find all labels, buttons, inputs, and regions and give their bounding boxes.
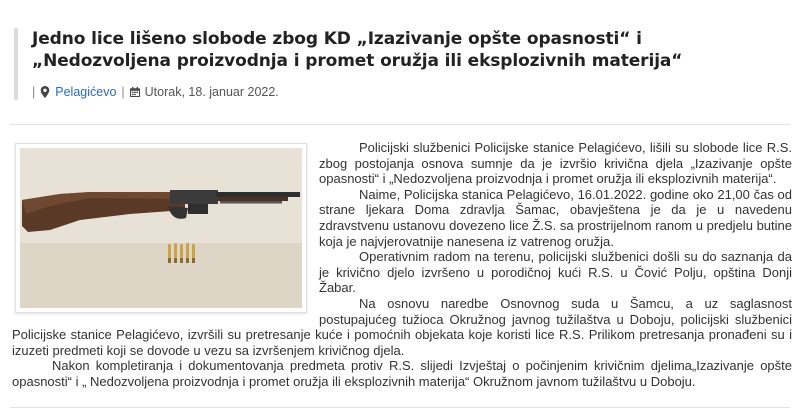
article-paragraph: Naime, Policijska stanica Pelagićevo, 16.01.2022. godine oko 21,00 čas od strane ljekara Doma zdravlja Šamac, obavještena je da je u navedenu zdravstvenu ustanovu dovezeno lice Ž.S. sa prostrijelnom ranom u predjelu butine koja je najvjerovatnije nanesena iz vatrenog oružja. [319, 186, 792, 249]
article-date: Utorak, 18. januar 2022. [144, 85, 279, 99]
rifle-photo [20, 148, 302, 308]
calendar-icon [130, 86, 140, 98]
map-pin-icon [40, 86, 50, 98]
article-header [14, 28, 786, 100]
meta-separator: | [32, 85, 36, 99]
rifle-image-icon [20, 148, 302, 308]
divider [10, 407, 790, 408]
article-body [12, 140, 792, 390]
article-title: Jedno lice lišeno slobode zbog KD „Izazivanje opšte opasnosti“ i „Nedozvoljena proizvodnja i promet oružja ili eksplozivnih materija“ [32, 29, 683, 71]
article-paragraph: Na osnovu naredbe Osnovnog suda u Šamcu, a uz saglasnost postupajućeg tužioca Okružnog javnog tužilaštva u Doboju, policijski službenici Policijske stanice Pelagićevo, izvršili su pretresanje kuće i pomoćnih objekata koje koristi lice R.S. Prilikom pretresanja pronađeni su i izuzeti predmeti koji se dovode u vezu sa izvršenjem krivičnog djela. [12, 295, 792, 358]
article-photo[interactable] [15, 143, 307, 313]
article-paragraph: Operativnim radom na terenu, policijski službenici došli su do saznanja da je krivično djelo izvršeno u porodičnoj kući R.S. u Čović Polju, opština Donji Žabar. [319, 249, 792, 296]
article-meta [32, 84, 786, 100]
location-link[interactable]: Pelagićevo [55, 85, 117, 99]
meta-separator: | [121, 85, 125, 99]
article-paragraph: Policijski službenici Policijske stanice Pelagićevo, lišili su slobode lice R.S. zbog postojanja osnova sumnje da je izvršio krivična djela „Izazivanje opšte opasnosti“ i „Nedozvoljena proizvodnja i promet oružja ili eksplozivnih materija“. [319, 140, 792, 187]
divider [10, 124, 790, 125]
article-paragraph: Nakon kompletiranja i dokumentovanja predmeta protiv R.S. slijedi Izvještaj o počinjenim krivičnim djelima„Izazivanje opšte opasnosti“ i „ Nedozvoljena proizvodnja i promet oružja ili eksplozivnih materija“ Okružnom javnom tužilaštvu u Doboju. [12, 358, 792, 389]
